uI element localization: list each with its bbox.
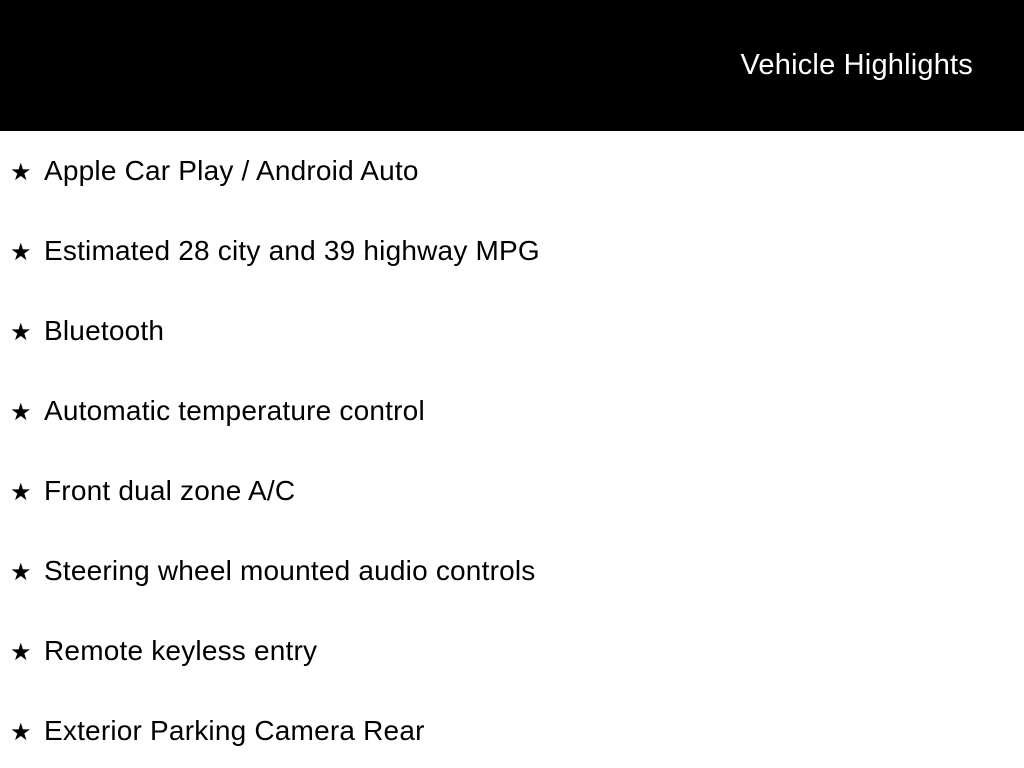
page-title: Vehicle Highlights [740, 49, 973, 81]
list-item-label: Front dual zone A/C [44, 475, 296, 506]
star-bullet-icon: ★ [10, 718, 32, 746]
star-bullet-icon: ★ [10, 478, 32, 506]
list-item [10, 475, 1024, 508]
list-item [10, 555, 1024, 588]
list-item [10, 155, 1024, 188]
list-item [10, 635, 1024, 668]
star-bullet-icon: ★ [10, 638, 32, 666]
star-bullet-icon: ★ [10, 398, 32, 426]
star-bullet-icon: ★ [10, 238, 32, 266]
list-item [10, 715, 1024, 748]
list-item-label: Automatic temperature control [44, 395, 425, 426]
list-item-label: Bluetooth [44, 315, 165, 346]
list-item-label: Exterior Parking Camera Rear [44, 715, 425, 746]
list-item [10, 395, 1024, 428]
list-item-label: Estimated 28 city and 39 highway MPG [44, 235, 540, 266]
header-bar [0, 0, 1024, 131]
star-bullet-icon: ★ [10, 318, 32, 346]
list-item-label: Remote keyless entry [44, 635, 318, 666]
list-item [10, 235, 1024, 268]
star-bullet-icon: ★ [10, 558, 32, 586]
list-item-label: Steering wheel mounted audio controls [44, 555, 536, 586]
highlights-list [0, 155, 1024, 748]
star-bullet-icon: ★ [10, 158, 32, 186]
list-item [10, 315, 1024, 348]
list-item-label: Apple Car Play / Android Auto [44, 155, 419, 186]
